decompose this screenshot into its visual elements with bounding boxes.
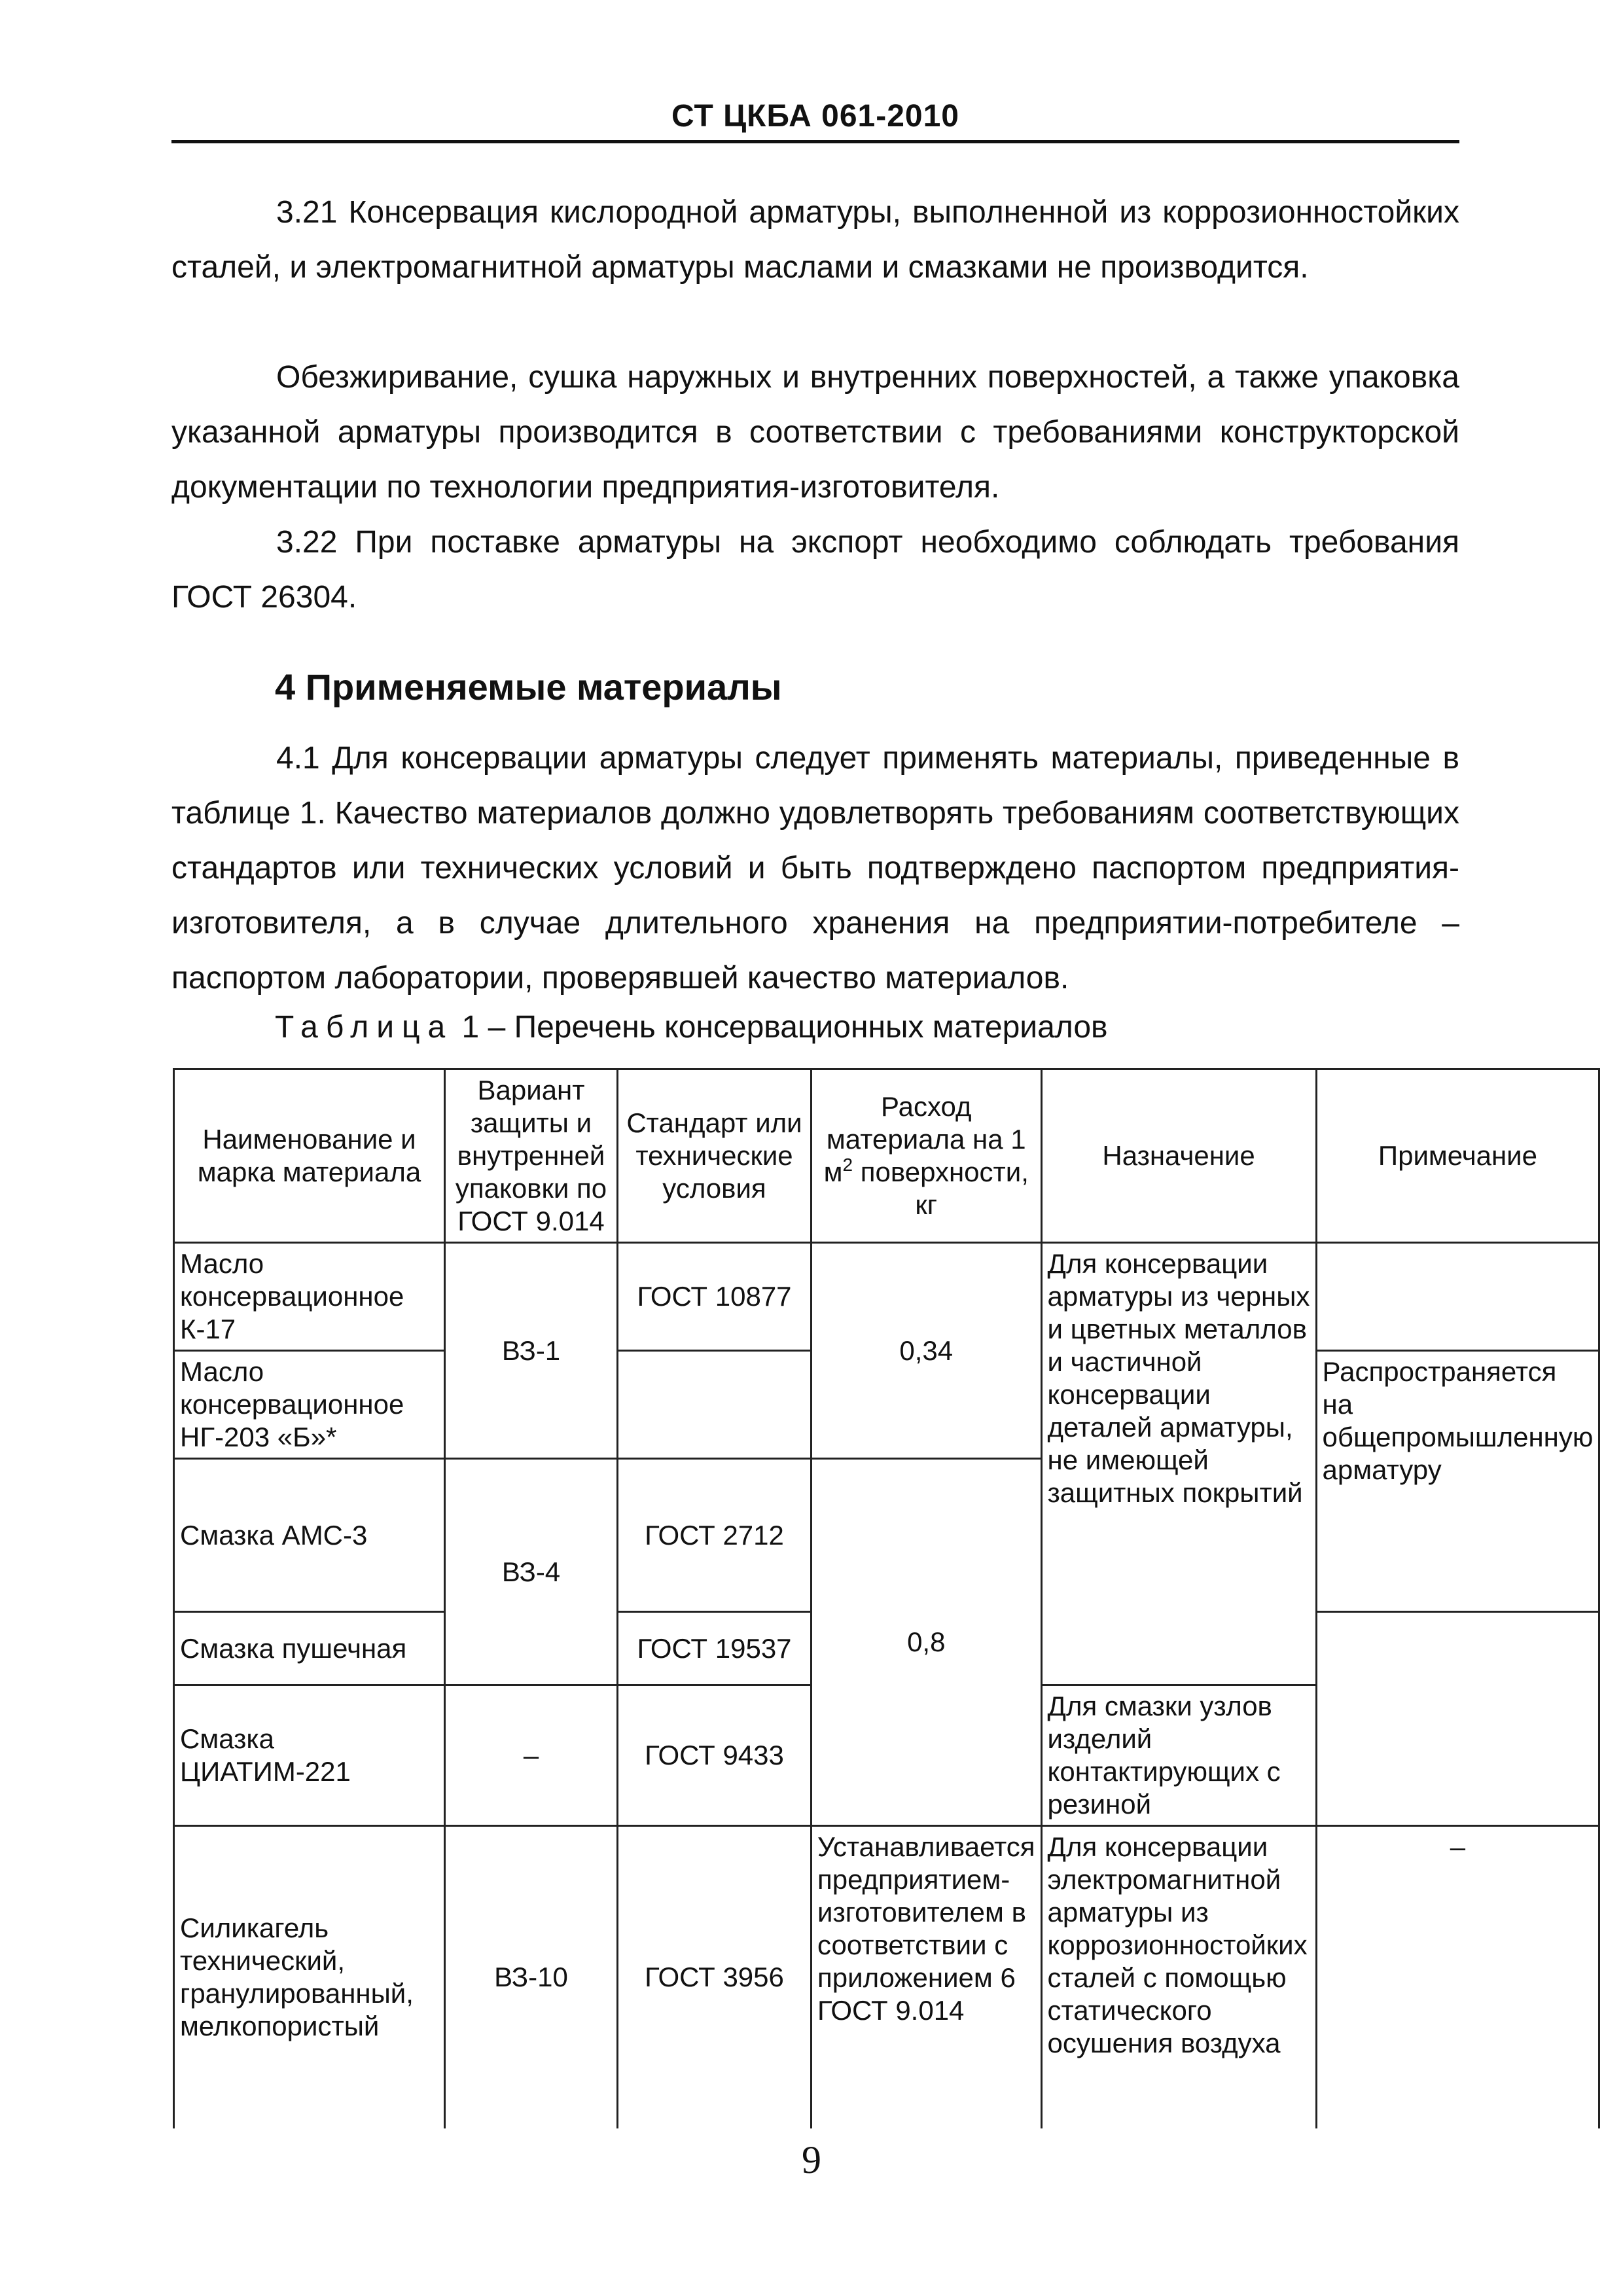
header-name: Наименование и марка материала [174, 1069, 445, 1243]
table-caption-label: Таблица [275, 1010, 454, 1045]
cell-note-empty [1316, 1243, 1599, 1351]
cell-variant: ВЗ-1 [445, 1243, 618, 1459]
header-variant: Вариант защиты и внутренней упаковки по ГОСТ 9.014 [445, 1069, 618, 1243]
cell-name: Смазка АМС-3 [174, 1459, 445, 1612]
cell-standard: ГОСТ 9433 [618, 1685, 812, 1826]
cell-standard: ГОСТ 3956 [618, 1826, 812, 2128]
cell-variant: ВЗ-10 [445, 1826, 618, 2128]
table-row [174, 1826, 1599, 2128]
cell-standard: ГОСТ 2712 [618, 1459, 812, 1612]
cell-standard [618, 1351, 812, 1459]
cell-name: Смазка пушечная [174, 1612, 445, 1685]
paragraph-4-1 [171, 731, 1459, 1006]
cell-purpose: Для смазки узлов изделий контактирующих с резиной [1041, 1685, 1316, 1826]
cell-purpose: Для консервации арматуры из черных и цветных металлов и частичной консервации деталей арматуры, не имеющей защитных покрытий [1041, 1243, 1316, 1685]
cell-standard: ГОСТ 10877 [618, 1243, 812, 1351]
cell-note: – [1316, 1826, 1599, 2128]
header-consumption: Расход материала на 1 $м^2$ поверхности, кг [812, 1069, 1042, 1243]
paragraph-3-21 [171, 185, 1459, 295]
cell-variant: ВЗ-4 [445, 1459, 618, 1685]
table-caption [275, 1007, 1108, 1049]
header-rule [171, 140, 1459, 143]
header-purpose: Назначение [1041, 1069, 1316, 1243]
cell-purpose: Для консервации электромагнитной арматуры из коррозионностойких сталей с помощью статического осушения воздуха [1041, 1826, 1316, 2128]
header-standard: Стандарт или технические условия [618, 1069, 812, 1243]
page-number: 9 [802, 2138, 821, 2181]
cell-variant: – [445, 1685, 618, 1826]
cell-consumption: 0,34 [812, 1243, 1042, 1459]
cell-name: Смазка ЦИАТИМ-221 [174, 1685, 445, 1826]
paragraph-3-22-text: 3.22 При поставке арматуры на экспорт необходимо соблюдать требования ГОСТ 26304. [171, 525, 1459, 615]
cell-standard: ГОСТ 19537 [618, 1612, 812, 1685]
cell-name: Масло консервационное НГ-203 «Б»* [174, 1351, 445, 1459]
cell-note-empty [1316, 1612, 1599, 1826]
cell-consumption: Устанавливается предприятием-изготовителем в соответствии с приложением 6 ГОСТ 9.014 [812, 1826, 1042, 2128]
paragraph-3-21-text: 3.21 Консервация кислородной арматуры, выполненной из коррозионностойких сталей, и электромагнитной арматуры маслами и смазками не производится. [171, 195, 1459, 285]
table-caption-text: 1 – Перечень консервационных материалов [453, 1010, 1108, 1045]
paragraph-3-22 [171, 515, 1459, 625]
paragraph-3-21-b-text: Обезжиривание, сушка наружных и внутренних поверхностей, а также упаковка указанной арматуры производится в соответствии с требованиями конструкторской документации по технологии предприятия-изготовителя. [171, 360, 1459, 505]
cell-name: Масло консервационное К-17 [174, 1243, 445, 1351]
section-title: 4 Применяемые материалы [275, 666, 782, 708]
cell-consumption: 0,8 [812, 1459, 1042, 1826]
paragraph-3-21-b [171, 350, 1459, 515]
paragraph-4-1-text: 4.1 Для консервации арматуры следует применять материалы, приведенные в таблице 1. Качество материалов должно удовлетворять требованиям соответствующих стандартов или технических условий и быть подтверждено паспортом предприятия-изготовителя, а в случае длительного хранения на предприятии-потребителе – паспортом лаборатории, проверявшей качество материалов. [171, 741, 1459, 996]
table-header-row [174, 1069, 1599, 1243]
header-note: Примечание [1316, 1069, 1599, 1243]
cell-note: Распространяется на общепромышленную арматуру [1316, 1351, 1599, 1612]
materials-table [173, 1068, 1600, 2128]
cell-name: Силикагель технический, гранулированный, мелкопористый [174, 1826, 445, 2128]
table-row [174, 1243, 1599, 1351]
document-header: СТ ЦКБА 061-2010 [671, 99, 959, 134]
